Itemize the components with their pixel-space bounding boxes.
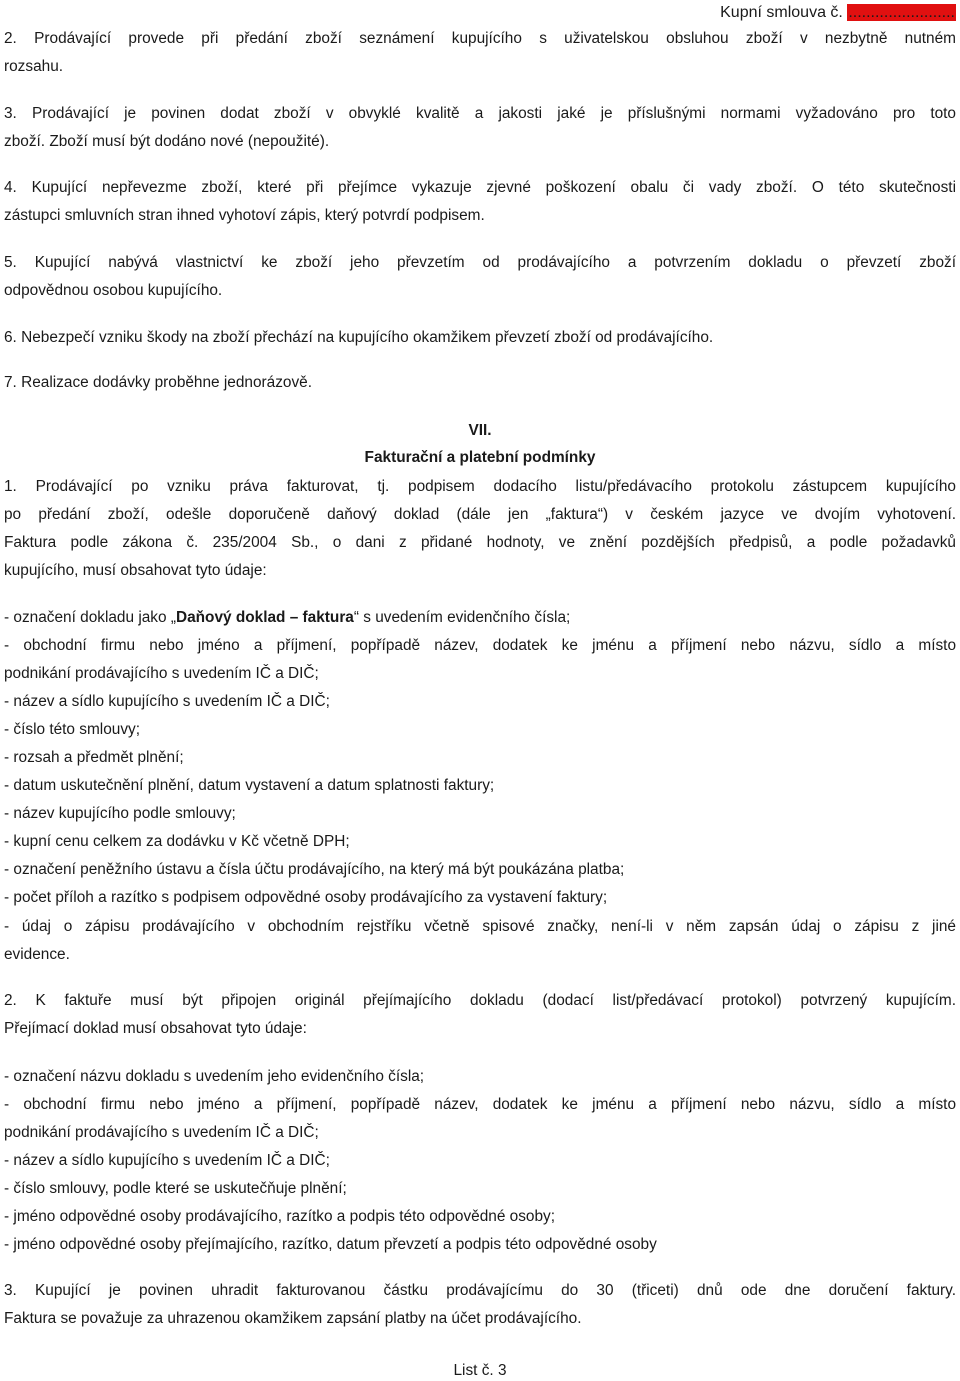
text-line: po předání zboží, odešle doporučeně daňový doklad (dále jen „faktura“) v českém jazyce ve dvojím vyhotovení. [4,506,956,523]
text-segment: “ s uvedením evidenčního čísla; [353,609,571,626]
list-item: - údaj o zápisu prodávajícího v obchodním rejstříku včetně spisové značky, není-li v něm zapsán údaj o zápisu z jiné [4,918,956,935]
list-item: - označení peněžního ústavu a čísla účtu prodávajícího, na který má být poukázána platba; [4,861,625,878]
list-item: - název kupujícího podle smlouvy; [4,805,236,822]
text-line: 3. Kupující je povinen uhradit fakturovanou částku prodávajícímu do 30 (třiceti) dnů ode dne doručení faktury. [4,1282,956,1299]
list-item: - obchodní firmu nebo jméno a příjmení, popřípadě název, dodatek ke jménu a příjmení nebo názvu, sídlo a místo [4,637,956,654]
list-item: - jméno odpovědné osoby prodávajícího, razítko a podpis této odpovědné osoby; [4,1208,556,1225]
text-line: 7. Realizace dodávky proběhne jednorázově. [4,374,313,391]
text-line: 4. Kupující nepřevezme zboží, které při přejímce vykazuje zjevné poškození obalu či vady zboží. O této skutečnosti [4,179,956,196]
list-item: - jméno odpovědné osoby přejímajícího, razítko, datum převzetí a podpis této odpovědné osoby [4,1236,657,1253]
page-header [720,4,956,22]
list-item: - číslo této smlouvy; [4,721,140,738]
text-line: podnikání prodávajícího s uvedením IČ a DIČ; [4,665,319,682]
text-line: odpovědnou osobou kupujícího. [4,282,223,299]
text-line: rozsahu. [4,58,64,75]
list-item [4,608,570,628]
list-item: - datum uskutečnění plnění, datum vystavení a datum splatnosti faktury; [4,777,495,794]
list-item: - číslo smlouvy, podle které se uskutečňuje plnění; [4,1180,347,1197]
text-line: 2. Prodávající provede při předání zboží seznámení kupujícího s uživatelskou obsluhou zboží v nezbytně nutném [4,30,956,47]
text-line: evidence. [4,946,70,963]
section-number: VII. [468,422,492,439]
section-title: Fakturační a platební podmínky [364,449,596,466]
list-item: - název a sídlo kupujícího s uvedením IČ a DIČ; [4,693,330,710]
list-item: - název a sídlo kupujícího s uvedením IČ a DIČ; [4,1152,330,1169]
text-line: Faktura se považuje za uhrazenou okamžikem zapsání platby na účet prodávajícího. [4,1310,582,1327]
text-line: 5. Kupující nabývá vlastnictví ke zboží jeho převzetím od prodávajícího a potvrzením dokladu o převzetí zboží [4,254,956,271]
text-line: 2. K faktuře musí být připojen originál přejímajícího dokladu (dodací list/předávací protokol) potvrzený kupujícím. [4,992,956,1009]
text-line: Přejímací doklad musí obsahovat tyto údaje: [4,1020,307,1037]
list-item: - kupní cenu celkem za dodávku v Kč včetně DPH; [4,833,350,850]
list-item: - obchodní firmu nebo jméno a příjmení, popřípadě název, dodatek ke jménu a příjmení nebo názvu, sídlo a místo [4,1096,956,1113]
text-line: zástupci smluvních stran ihned vyhotoví zápis, který potvrdí podpisem. [4,207,485,224]
text-line: zboží. Zboží musí být dodáno nové (nepoužité). [4,133,330,150]
list-item: - počet příloh a razítko s podpisem odpovědné osoby prodávajícího za vystavení faktury; [4,889,608,906]
text-segment: - označení dokladu jako „ [4,609,176,626]
text-line: podnikání prodávajícího s uvedením IČ a DIČ; [4,1124,319,1141]
text-line: 6. Nebezpečí vzniku škody na zboží přechází na kupujícího okamžikem převzetí zboží od prodávajícího. [4,329,714,346]
text-line: 1. Prodávající po vzniku práva fakturovat, tj. podpisem dodacího listu/předávacího protokolu zástupcem kupujícího [4,478,956,495]
header-title: Kupní smlouva č. [720,4,843,21]
list-item: - označení názvu dokladu s uvedením jeho evidenčního čísla; [4,1068,425,1085]
contract-number-placeholder: ........................ [848,4,955,21]
list-item: - rozsah a předmět plnění; [4,749,184,766]
text-line: 3. Prodávající je povinen dodat zboží v obvyklé kvalitě a jakosti jaké je příslušnými normami vyžadováno pro toto [4,105,956,122]
text-line: Faktura podle zákona č. 235/2004 Sb., o dani z přidané hodnoty, ve znění pozdějších předpisů, a podle požadavků [4,534,956,551]
text-line: kupujícího, musí obsahovat tyto údaje: [4,562,267,579]
bold-term: Daňový doklad – faktura [175,609,354,626]
page-footer: List č. 3 [453,1362,507,1379]
